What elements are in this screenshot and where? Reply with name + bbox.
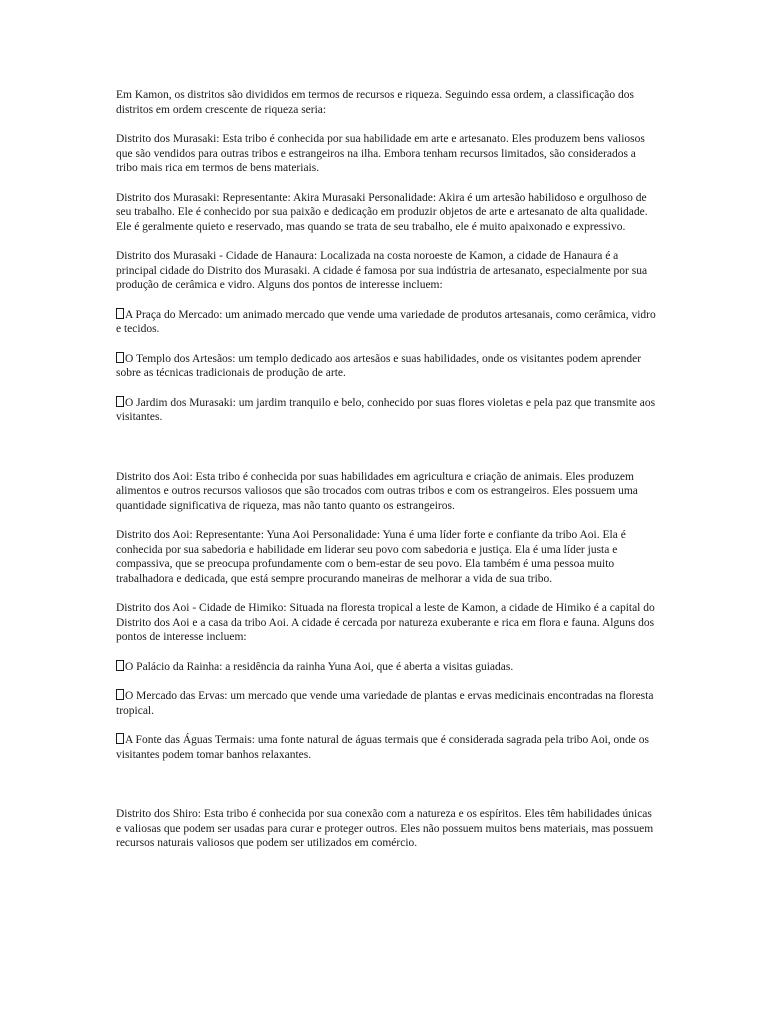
murasaki-point-item <box>116 396 656 425</box>
bullet-box-icon <box>116 689 124 700</box>
aoi-city: Distrito dos Aoi - Cidade de Himiko: Situada na floresta tropical a leste de Kamon, a cidade de Himiko é a capital do Distrito dos Aoi e a casa da tribo Aoi. A cidade é cercada por natureza exuberante e rica em flora e fauna. Alguns dos pontos de interesse incluem: <box>116 602 655 643</box>
aoi-point-item <box>116 733 656 762</box>
bullet-box-icon <box>116 352 124 363</box>
intro-paragraph: Em Kamon, os distritos são divididos em termos de recursos e riqueza. Seguindo essa ordem, a classificação dos distritos em ordem crescente de riqueza seria: <box>116 89 635 116</box>
bullet-box-icon <box>116 733 124 744</box>
murasaki-point-item <box>116 352 656 381</box>
section-spacer <box>116 777 656 807</box>
murasaki-description: Distrito dos Murasaki: Esta tribo é conhecida por sua habilidade em arte e artesanato. Eles produzem bens valiosos que são vendidos para outras tribos e estrangeiros na ilha. Embora tenham recursos limitados, são considerados a tribo mais rica em termos de bens materiais. <box>116 133 645 174</box>
aoi-point-item <box>116 660 656 675</box>
murasaki-point-text: A Praça do Mercado: um animado mercado que vende uma variedade de produtos artesanais, como cerâmica, vidro e tecidos. <box>116 308 656 335</box>
murasaki-point-text: O Templo dos Artesãos: um templo dedicado aos artesãos e suas habilidades, onde os visitantes podem aprender sobre as técnicas tradicionais de produção de arte. <box>116 352 642 379</box>
bullet-box-icon <box>116 660 124 671</box>
murasaki-city: Distrito dos Murasaki - Cidade de Hanaura: Localizada na costa noroeste de Kamon, a cidade de Hanaura é a principal cidade do Distrito dos Murasaki. A cidade é famosa por sua indústria de artesanato, especialmente por sua produção de cerâmica e vidro. Alguns dos pontos de interesse incluem: <box>116 250 648 291</box>
section-spacer <box>116 440 656 470</box>
murasaki-representative: Distrito dos Murasaki: Representante: Akira Murasaki Personalidade: Akira é um artesão habilidoso e orgulhoso de seu trabalho. Ele é conhecido por sua paixão e dedicação em produzir objetos de arte e artesanato de alta qualidade. Ele é geralmente quieto e reservado, mas quando se trata de seu trabalho, ele é muito apaixonado e expressivo. <box>116 191 648 233</box>
aoi-point-text: O Palácio da Rainha: a residência da rainha Yuna Aoi, que é aberta a visitas guiadas. <box>125 660 514 673</box>
aoi-point-item <box>116 689 656 718</box>
aoi-point-text: O Mercado das Ervas: um mercado que vende uma variedade de plantas e ervas medicinais encontradas na floresta tropical. <box>116 690 654 717</box>
murasaki-point-text: O Jardim dos Murasaki: um jardim tranquilo e belo, conhecido por suas flores violetas e pela paz que transmite aos visitantes. <box>116 396 656 423</box>
document-body <box>116 88 656 866</box>
bullet-box-icon <box>116 308 124 319</box>
aoi-description: Distrito dos Aoi: Esta tribo é conhecida por suas habilidades em agricultura e criação de animais. Eles produzem alimentos e outros recursos valiosos que são trocados com outras tribos e com os estrangeiros. Eles possuem uma quantidade significativa de riqueza, mas não tanto quanto os estrangeiros. <box>116 470 638 512</box>
shiro-description: Distrito dos Shiro: Esta tribo é conhecida por sua conexão com a natureza e os espíritos. Eles têm habilidades únicas e valiosas que podem ser usadas para curar e proteger outros. Eles não possuem muitos bens materiais, mas possuem recursos naturais valiosos que podem ser utilizados em comércio. <box>116 808 654 849</box>
aoi-point-text: A Fonte das Águas Termais: uma fonte natural de águas termais que é considerada sagrada pela tribo Aoi, onde os visitantes podem tomar banhos relaxantes. <box>116 734 649 761</box>
murasaki-point-item <box>116 308 656 337</box>
bullet-box-icon <box>116 396 124 407</box>
aoi-representative: Distrito dos Aoi: Representante: Yuna Aoi Personalidade: Yuna é uma líder forte e confiante da tribo Aoi. Ela é conhecida por sua sabedoria e habilidade em liderar seu povo com sabedoria e justiça. Ela é uma líder justa e compassiva, que se preocupa profundamente com o bem-estar de seu povo. Ela também é uma pessoa muito trabalhadora e dedicada, que está sempre procurando maneiras de melhorar a vida de sua tribo. <box>116 529 626 585</box>
